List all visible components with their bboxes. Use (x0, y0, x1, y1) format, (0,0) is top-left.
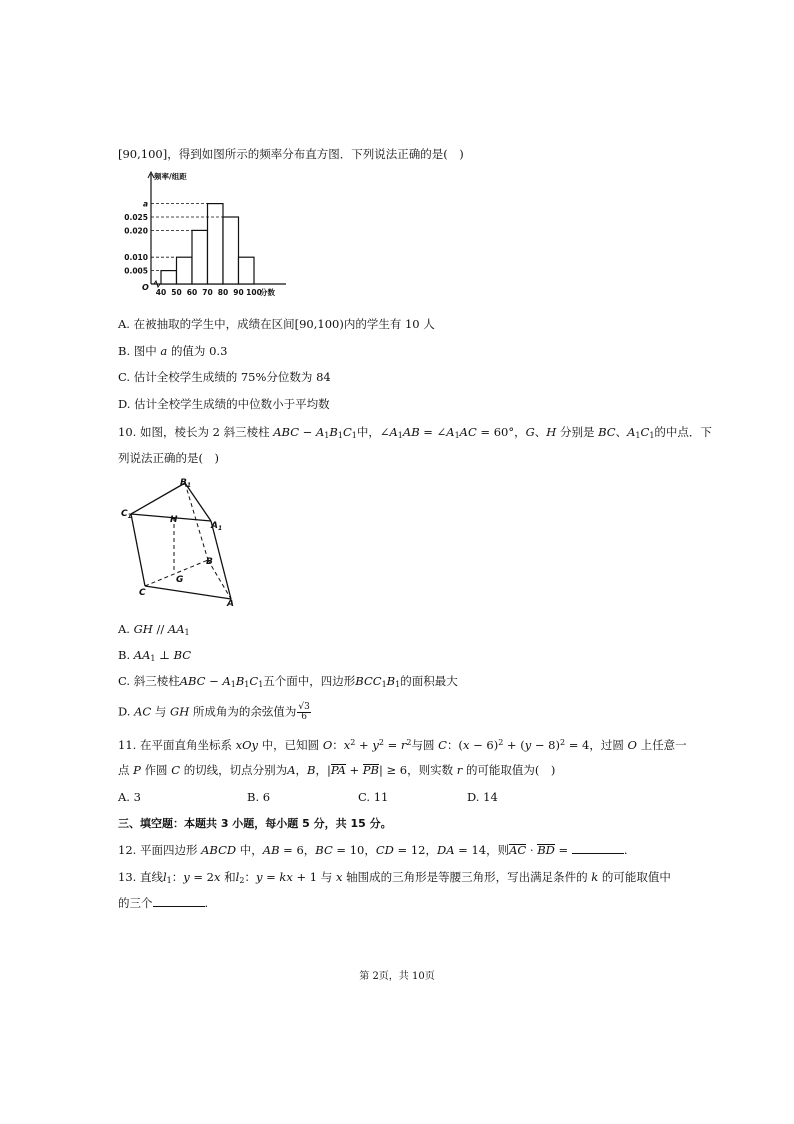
y-tick-label: 0.010 (124, 253, 148, 263)
x-tick-label: 50 (171, 288, 182, 297)
q11-option-a: A. 3 (118, 790, 141, 804)
histogram-bar (208, 204, 224, 284)
q11-stem-line2: 点 P 作圆 C 的切线，切点分别为A，B，|PA + PB| ≥ 6，则实数 r 的可能取值为( ) (118, 763, 556, 777)
label-b: B (206, 557, 213, 567)
y-tick-label: 0.020 (124, 226, 148, 236)
q10-option-c: C. 斜三棱柱ABC − $A_1B_1C_1$五个面中，四边形$BCC_1B_1$的面积最大 (118, 674, 458, 689)
q13-answer-blank[interactable] (153, 896, 205, 907)
q11-option-c: C. 11 (358, 790, 389, 804)
x-tick-label: 60 (186, 288, 198, 297)
x-axis-label: 分数 (260, 288, 275, 297)
q10-option-d: D. AC 与 GH 所成角为的余弦值为 $\frac{√3}{6}$ (118, 702, 310, 722)
q12-answer-blank[interactable] (572, 843, 624, 854)
label-a1: $A_1$ (211, 521, 223, 532)
histogram-bar (192, 230, 208, 284)
q10-option-a: A. GH // $AA_1$ (118, 622, 190, 637)
y-tick-label: 0.025 (124, 213, 148, 222)
q11-option-d: D. 14 (467, 790, 498, 804)
histogram-bar (239, 257, 255, 284)
label-g: G (176, 575, 184, 585)
label-c: C (139, 588, 146, 598)
prism-figure (118, 476, 246, 608)
label-c1: $C_1$ (121, 509, 132, 520)
q11-option-b: B. 6 (247, 790, 271, 804)
q9-option-a: A. 在被抽取的学生中，成绩在区间[90,100)内的学生有 10 人 (118, 317, 435, 331)
y-axis-label: 频率/组距 (154, 172, 187, 181)
y-tick-label: a (142, 199, 148, 209)
x-tick-label: 90 (233, 288, 244, 297)
q10-stem-line1: 10. 如图，棱长为 2 斜三棱柱 ABC − $A_1B_1C_1$中，$\angle A_1AB$ = $\angle A_1AC = 60^\circ$，G、H 分别是 BC、$A_1C_1$的中点．下 (118, 425, 712, 440)
label-b1: $B_1$ (180, 478, 192, 489)
q13-line1: 13. 直线$l_1$：y = 2x 和$l_2$：y = kx + 1 与 x 轴围成的三角形是等腰三角形，写出满足条件的 k 的可能取值中 (118, 870, 671, 885)
origin-label: O (142, 283, 149, 292)
q10-stem-line2: 列说法正确的是( ) (118, 451, 219, 465)
q9-option-d: D. 估计全校学生成绩的中位数小于平均数 (118, 397, 330, 411)
q12: 12. 平面四边形 ABCD 中，AB = 6，BC = 10，CD = 12，DA = 14，则AC · BD = . (118, 843, 628, 857)
histogram-bar (161, 271, 177, 284)
q9-option-c: C. 估计全校学生成绩的 75%分位数为 84 (118, 370, 331, 384)
q11-stem-line1: 11. 在平面直角坐标系 xOy 中，已知圆 O：$x^2 + y^2 = r^2$与圆 C：$(x - 6)^2 + (y - 8)^2 = 4$，过圆 O 上任意一 (118, 738, 687, 752)
page-footer: 第 2页，共 10页 (359, 971, 435, 982)
q13-line2: 的三个 . (118, 896, 209, 910)
histogram-bar (177, 257, 193, 284)
frequency-histogram (118, 168, 298, 302)
label-a: A (227, 599, 234, 608)
y-tick-label: 0.005 (124, 266, 148, 276)
x-tick-label: 80 (217, 288, 229, 297)
x-tick-label: 100 (246, 288, 262, 297)
x-tick-label: 40 (155, 288, 167, 297)
x-tick-label: 70 (202, 288, 213, 297)
q9-option-b: B. 图中 a 的值为 0.3 (118, 344, 228, 358)
section-3-heading: 三、填空题：本题共 3 小题，每小题 5 分，共 15 分。 (118, 817, 392, 830)
q10-option-b: B. $AA_1$ ⊥ BC (118, 648, 192, 663)
q9-stem: [90,100]，得到如图所示的频率分布直方图．下列说法正确的是( ) (118, 147, 464, 161)
label-h: H (170, 515, 178, 525)
histogram-bar (223, 217, 239, 284)
